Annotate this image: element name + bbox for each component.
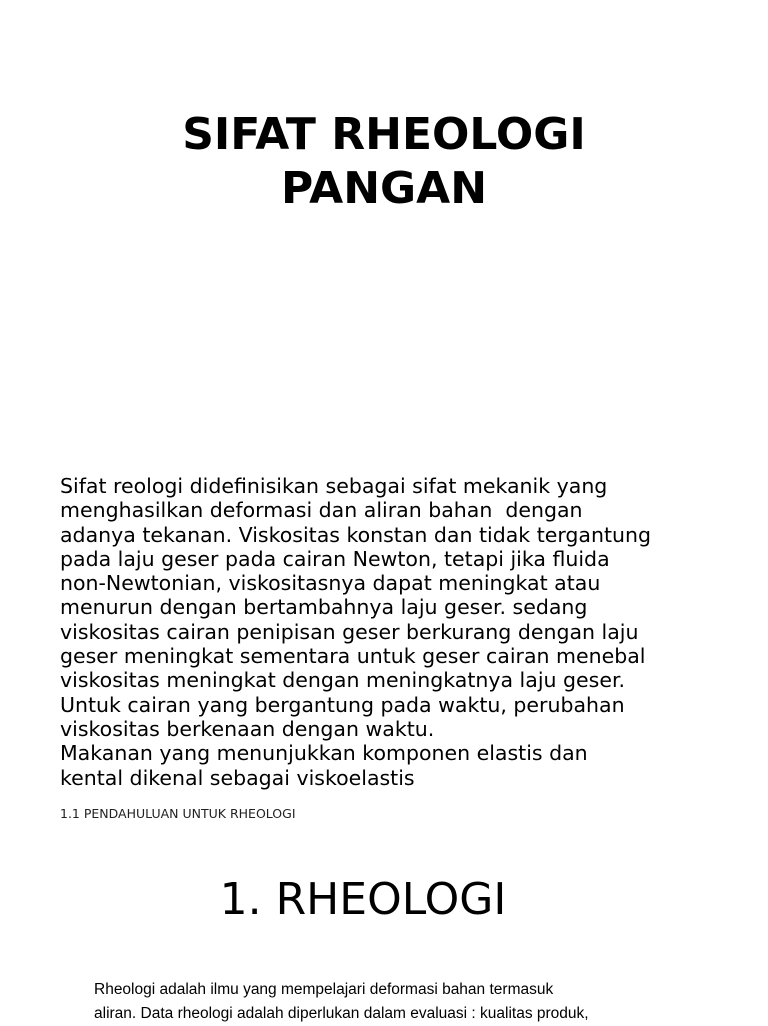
- page-title-line: SIFAT RHEOLOGI: [182, 109, 586, 160]
- intro-line: kental dikenal sebagai viskoelastis: [60, 765, 415, 790]
- definition-line: Rheologi adalah ilmu yang mempelajari deformasi bahan termasuk: [94, 981, 554, 998]
- intro-paragraph: [60, 474, 740, 790]
- intro-line: viskositas meningkat dengan meningkatnya laju geser.: [60, 668, 626, 693]
- intro-line: viskositas cairan penipisan geser berkurang dengan laju: [60, 619, 639, 644]
- intro-line: pada laju geser pada cairan Newton, tetapi jika fluida: [60, 546, 610, 571]
- intro-line: geser meningkat sementara untuk geser cairan menebal: [60, 644, 646, 669]
- intro-line: menghasilkan deformasi dan aliran bahan dengan: [60, 498, 583, 523]
- intro-line: Untuk cairan yang bergantung pada waktu, perubahan: [60, 692, 625, 717]
- intro-line: viskositas berkenaan dengan waktu.: [60, 716, 435, 741]
- page-title: [0, 108, 768, 216]
- definition-line: aliran. Data rheologi adalah diperlukan dalam evaluasi : kualitas produk,: [94, 1005, 589, 1022]
- intro-line: non-Newtonian, viskositasnya dapat meningkat atau: [60, 571, 601, 596]
- intro-line: Makanan yang menunjukkan komponen elastis dan: [60, 741, 588, 766]
- page-title-line: PANGAN: [280, 163, 488, 214]
- section-heading: 1. RHEOLOGI: [219, 874, 507, 925]
- definition-paragraph: [94, 978, 734, 1026]
- intro-line: Sifat reologi didefinisikan sebagai sifat mekanik yang: [60, 474, 608, 498]
- intro-line: menurun dengan bertambahnya laju geser. sedang: [60, 595, 588, 620]
- intro-line: adanya tekanan. Viskositas konstan dan tidak tergantung: [60, 522, 652, 547]
- section-caption: 1.1 PENDAHULUAN UNTUK RHEOLOGI: [60, 806, 296, 821]
